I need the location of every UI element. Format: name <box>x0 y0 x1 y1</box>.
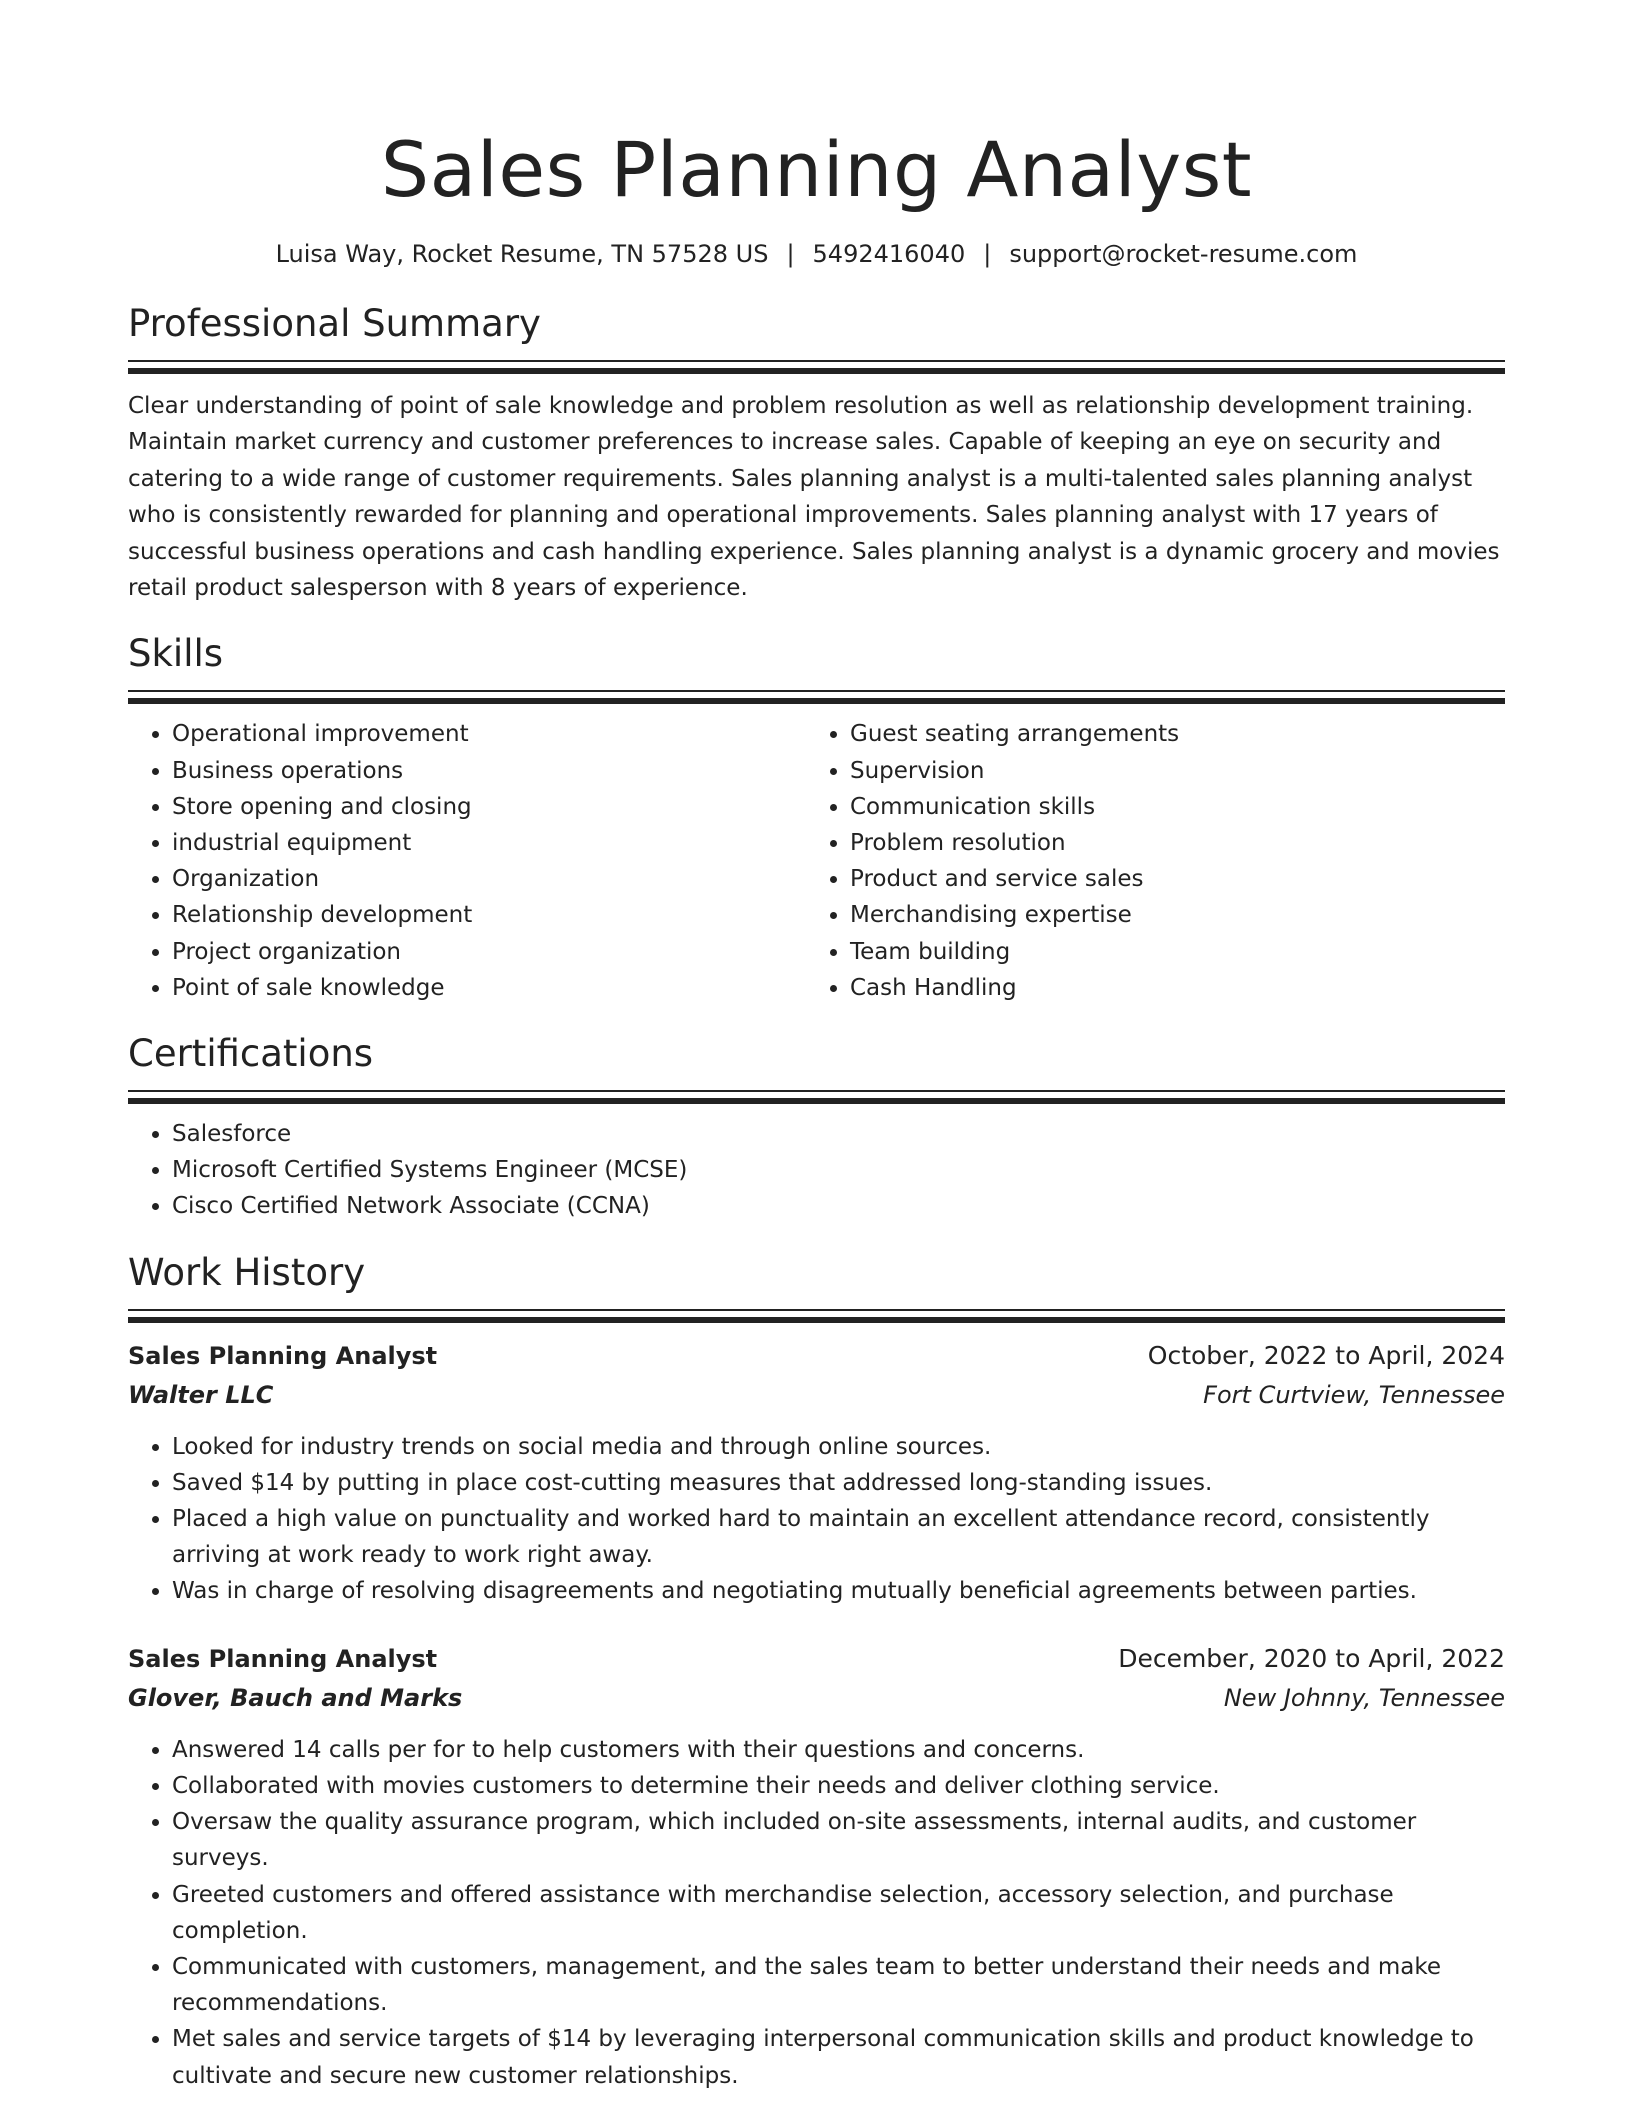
list-item: • Operational improvement <box>172 716 806 752</box>
job-dates: December, 2020 to April, 2022 <box>1118 1643 1505 1673</box>
skills-section <box>128 630 1505 1006</box>
list-item: • Supervision <box>850 753 1484 789</box>
list-item: • Saved $14 by putting in place cost-cutting measures that addressed long-standing issues. <box>172 1465 1505 1501</box>
section-divider <box>128 1309 1505 1323</box>
job-dates: October, 2022 to April, 2024 <box>1147 1340 1505 1370</box>
job-company: Walter LLC <box>128 1380 274 1409</box>
job-header <box>128 1337 1505 1375</box>
list-item: • Cisco Certified Network Associate (CCNA) <box>172 1188 1505 1224</box>
contact-line <box>128 238 1505 270</box>
list-item: • Microsoft Certified Systems Engineer (MCSE) <box>172 1152 1505 1188</box>
certifications-section <box>128 1030 1505 1225</box>
work-history-section <box>128 1249 1505 2094</box>
list-item: • Met sales and service targets of $14 by leveraging interpersonal communication skills and product knowledge to cultivate and secure new customer relationships. <box>172 2021 1505 2093</box>
resume-title: Sales Planning Analyst <box>380 125 1253 214</box>
summary-heading: Professional Summary <box>128 302 541 345</box>
list-item: • Organization <box>172 861 806 897</box>
list-item: • Problem resolution <box>850 825 1484 861</box>
list-item: • Relationship development <box>172 897 806 933</box>
list-item: • Looked for industry trends on social media and through online sources. <box>172 1429 1505 1465</box>
list-item: • Was in charge of resolving disagreements and negotiating mutually beneficial agreements between parties. <box>172 1573 1505 1609</box>
skills-list-right <box>806 716 1484 1006</box>
certifications-list <box>128 1116 1505 1225</box>
list-item: • Business operations <box>172 753 806 789</box>
contact-address: Luisa Way, Rocket Resume, TN 57528 US <box>275 240 769 268</box>
list-item: • Guest seating arrangements <box>850 716 1484 752</box>
job-bullets <box>128 1429 1505 1610</box>
list-item: • Team building <box>850 934 1484 970</box>
job-entry <box>128 1337 1505 1610</box>
work-history-heading: Work History <box>128 1250 366 1294</box>
job-company: Glover, Bauch and Marks <box>128 1683 463 1712</box>
list-item: • Placed a high value on punctuality and worked hard to maintain an excellent attendance record, consistently arriving at work ready to work right away. <box>172 1501 1505 1573</box>
skills-grid <box>128 716 1505 1006</box>
list-item: • Oversaw the quality assurance program, which included on-site assessments, internal audits, and customer surveys. <box>172 1804 1505 1876</box>
summary-section <box>128 300 1505 606</box>
list-item: • industrial equipment <box>172 825 806 861</box>
list-item: • Merchandising expertise <box>850 897 1484 933</box>
list-item: • Communicated with customers, management, and the sales team to better understand their needs and make recommendations. <box>172 1949 1505 2021</box>
list-item: • Cash Handling <box>850 970 1484 1006</box>
list-item: • Communication skills <box>850 789 1484 825</box>
section-divider <box>128 360 1505 374</box>
contact-separator: | <box>786 240 795 268</box>
contact-email: support@rocket-resume.com <box>1009 240 1358 268</box>
job-location: New Johnny, Tennessee <box>1223 1683 1505 1712</box>
list-item: • Answered 14 calls per for to help customers with their questions and concerns. <box>172 1732 1505 1768</box>
resume-page <box>128 0 1505 2094</box>
job-entry <box>128 1640 1505 2094</box>
job-location: Fort Curtview, Tennessee <box>1203 1380 1505 1409</box>
list-item: • Product and service sales <box>850 861 1484 897</box>
job-header <box>128 1640 1505 1678</box>
job-subheader <box>128 1375 1505 1415</box>
list-item: • Project organization <box>172 934 806 970</box>
skills-column-left <box>128 716 806 1006</box>
section-divider <box>128 690 1505 704</box>
skills-column-right <box>806 716 1484 1006</box>
list-item: • Salesforce <box>172 1116 1505 1152</box>
list-item: • Point of sale knowledge <box>172 970 806 1006</box>
job-subheader <box>128 1678 1505 1718</box>
job-bullets <box>128 1732 1505 2094</box>
skills-heading: Skills <box>128 632 224 676</box>
contact-phone: 5492416040 <box>812 240 966 268</box>
section-divider <box>128 1090 1505 1104</box>
list-item: • Collaborated with movies customers to determine their needs and deliver clothing service. <box>172 1768 1505 1804</box>
certifications-heading: Certifications <box>128 1032 374 1076</box>
job-title: Sales Planning Analyst <box>128 1644 438 1673</box>
summary-text: Clear understanding of point of sale knowledge and problem resolution as well as relationship development training. Maintain market currency and customer preferences to increase sales. Capable of keeping an eye on security and catering to a wide range of customer requirements. Sales planning analyst is a multi-talented sales planning analyst who is consistently rewarded for planning and operational improvements. Sales planning analyst with 17 years of successful business operations and cash handling experience. Sales planning analyst is a dynamic grocery and movies retail product salesperson with 8 years of experience. <box>128 393 1500 602</box>
skills-list-left <box>128 716 806 1006</box>
job-title: Sales Planning Analyst <box>128 1341 438 1370</box>
list-item: • Store opening and closing <box>172 789 806 825</box>
contact-separator: | <box>983 240 992 268</box>
list-item: • Greeted customers and offered assistance with merchandise selection, accessory selection, and purchase completion. <box>172 1877 1505 1949</box>
